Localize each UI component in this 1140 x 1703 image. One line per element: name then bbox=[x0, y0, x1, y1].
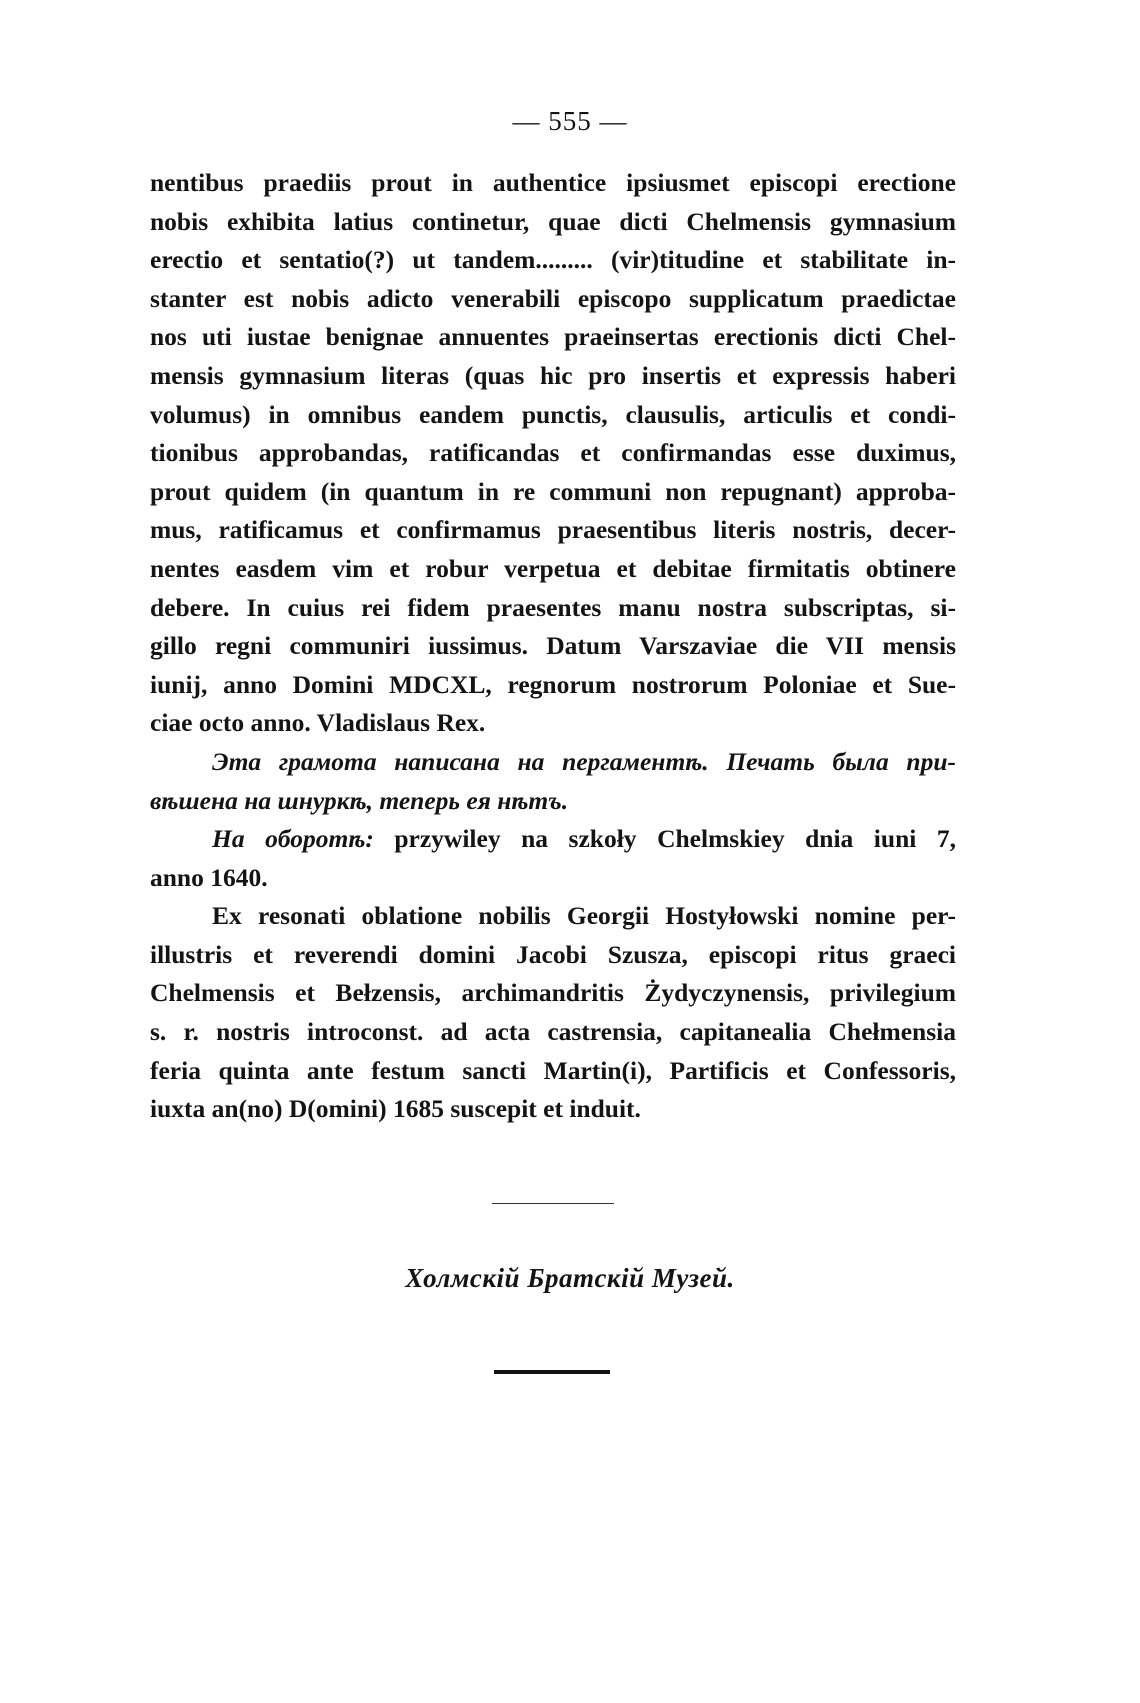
reverse-label: На оборотѣ: bbox=[212, 824, 374, 854]
final-paragraph bbox=[150, 897, 956, 1129]
text-line: debere. In cuius rei fidem praesentes manu nostra subscriptas, si- bbox=[150, 592, 956, 622]
text-line: mensis gymnasium literas (quas hic pro insertis et expressis haberi bbox=[150, 360, 956, 390]
text-line: stanter est nobis adicto venerabili episcopo supplicatum praedictae bbox=[150, 283, 956, 313]
page-number: — 555 — bbox=[512, 106, 628, 136]
text-line: nos uti iustae benignae annuentes praeinsertas erectionis dicti Chel- bbox=[150, 322, 956, 352]
museum-footer: Холмскій Братскій Музей. bbox=[405, 1263, 735, 1293]
text-line: volumus) in omnibus eandem punctis, clausulis, articulis et condi- bbox=[150, 399, 956, 429]
end-rule bbox=[494, 1370, 610, 1374]
text-line: Ex resonati oblatione nobilis Georgii Hostyłowski nomine per- bbox=[212, 901, 956, 931]
text-line: ciae octo anno. Vladislaus Rex. bbox=[150, 708, 486, 738]
reverse-text: przywiley na szkoły Chelmskiey dnia iuni 7, bbox=[373, 824, 956, 854]
body-text bbox=[150, 164, 956, 1129]
text-line: illustris et reverendi domini Jacobi Szusza, episcopi ritus graeci bbox=[150, 939, 956, 969]
text-line: вѣшена на шнуркѣ, теперь ея нѣтъ. bbox=[150, 785, 569, 815]
latin-paragraph bbox=[150, 164, 956, 743]
text-line: s. r. nostris introconst. ad acta castrensia, capitanealia Chełmensia bbox=[150, 1017, 956, 1047]
text-line: iuxta an(no) D(omini) 1685 suscepit et induit. bbox=[150, 1094, 641, 1124]
reverse-note bbox=[150, 820, 956, 897]
text-line: Эта грамота написана на пергаментѣ. Печать была при- bbox=[212, 746, 956, 776]
text-line: tionibus approbandas, ratificandas et confirmandas esse duximus, bbox=[150, 438, 956, 468]
text-line: gillo regni communiri iussimus. Datum Varszaviae die VII mensis bbox=[150, 631, 956, 661]
text-line: prout quidem (in quantum in re communi non repugnant) approba- bbox=[150, 476, 956, 506]
text-line: nentibus praediis prout in authentice ipsiusmet episcopi erectione bbox=[150, 168, 956, 197]
text-line: Chelmensis et Bełzensis, archimandritis Żydyczynensis, privilegium bbox=[150, 978, 956, 1008]
text-line: anno 1640. bbox=[150, 862, 268, 892]
text-line: feria quinta ante festum sancti Martin(i), Partificis et Confessoris, bbox=[150, 1055, 956, 1085]
text-line bbox=[150, 820, 956, 859]
text-line: erectio et sentatio(?) ut tandem......... (vir)titudine et stabilitate in- bbox=[150, 245, 956, 275]
section-divider bbox=[492, 1203, 614, 1204]
text-line: iunij, anno Domini MDCXL, regnorum nostrorum Poloniae et Sue- bbox=[150, 669, 956, 699]
text-line: nobis exhibita latius continetur, quae dicti Chelmensis gymnasium bbox=[150, 206, 956, 236]
parchment-note bbox=[150, 743, 956, 820]
text-line: nentes easdem vim et robur verpetua et debitae firmitatis obtinere bbox=[150, 553, 956, 583]
text-line: mus, ratificamus et confirmamus praesentibus literis nostris, decer- bbox=[150, 515, 956, 545]
